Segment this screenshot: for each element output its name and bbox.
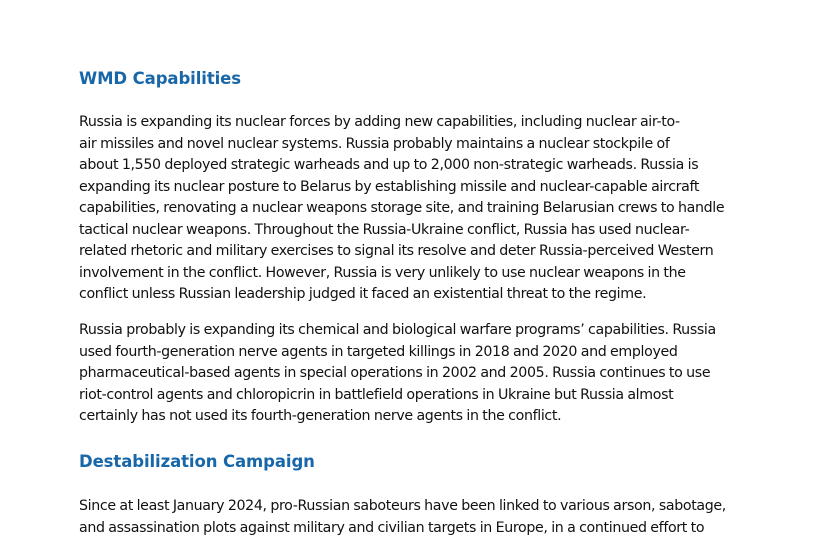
text-line: certainly has not used its fourth-generation nerve agents in the conflict. — [79, 408, 562, 424]
text-line: air missiles and novel nuclear systems. Russia probably maintains a nuclear stockpile of — [79, 135, 670, 152]
text-line: involvement in the conflict. However, Russia is very unlikely to use nuclear weapons in the — [79, 264, 686, 281]
section-heading-wmd-capabilities: WMD Capabilities — [79, 69, 241, 88]
text-line: Russia is expanding its nuclear forces by adding new capabilities, including nuclear air-to- — [79, 114, 680, 130]
text-line: related rhetoric and military exercises to signal its resolve and deter Russia-perceived Western — [79, 243, 714, 259]
text-line: riot-control agents and chloropicrin in battlefield operations in Ukraine but Russia almost — [79, 386, 674, 403]
text-line: Russia probably is expanding its chemical and biological warfare programs’ capabilities. Russia — [79, 322, 716, 338]
text-line: about 1,550 deployed strategic warheads and up to 2,000 non-strategic warheads. Russia is — [79, 157, 699, 173]
text-line: pharmaceutical-based agents in special operations in 2002 and 2005. Russia continues to use — [79, 365, 711, 381]
text-line: tactical nuclear weapons. Throughout the Russia-Ukraine conflict, Russia has used nuclear- — [79, 221, 690, 238]
paragraph-nuclear-forces — [79, 112, 724, 306]
text-line: capabilities, renovating a nuclear weapons storage site, and training Belarusian crews to handle — [79, 200, 725, 216]
text-line: expanding its nuclear posture to Belarus by establishing missile and nuclear-capable aircraft — [79, 178, 700, 195]
text-line: Since at least January 2024, pro-Russian saboteurs have been linked to various arson, sabotage, — [79, 498, 726, 514]
text-line: and assassination plots against military and civilian targets in Europe, in a continued effort to — [79, 519, 705, 535]
section-heading-destabilization-campaign: Destabilization Campaign — [79, 452, 315, 471]
paragraph-chemical-biological — [79, 320, 716, 428]
text-line: conflict unless Russian leadership judged it faced an existential threat to the regime. — [79, 286, 647, 302]
text-line: used fourth-generation nerve agents in targeted killings in 2018 and 2020 and employed — [79, 343, 678, 360]
paragraph-sabotage — [79, 496, 726, 535]
